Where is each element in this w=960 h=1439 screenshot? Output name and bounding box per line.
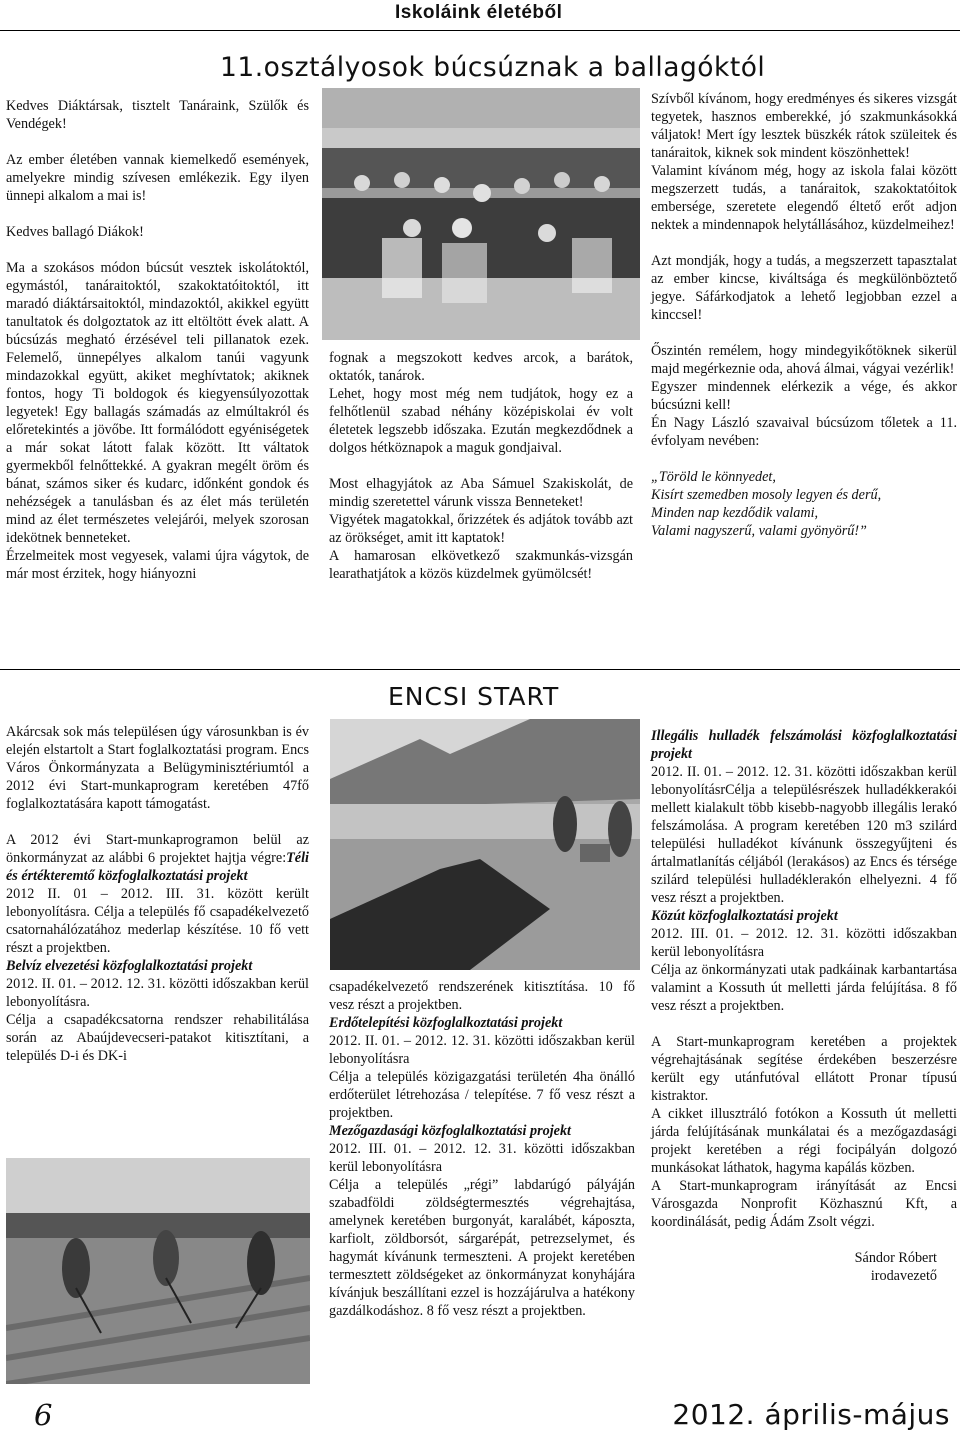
paragraph: Ma a szokásos módon búcsút vesztek iskolátoktól, egymástól, tanáraitoktól, szakoktatóitoktól, itt maradó diáktársaitoktól, mindazoktól, akikkel együtt tanultatok és dolgoztatok az itt eltöltött évek alatt. A búcsúzás megható érzésével teli pillanatok ezek. Felemelő, ünnepélyes alkalom tanúi vagyunk mindazokkal együtt, akiket meghívtatok; akiknek fontos, hogy Ti boldogok és kiegyensúlyozottak legyetek! Egy ballagás számadás az elmúltakról és előretekintés a jövőbe. Itt formálódott egyéniségetek a már sokat látott falak között. Itt váltatok gyermekből felnőttekké. A gyakran megélt öröm és bánat, számos siker és kudarc, időnként gondok és nehézségek a tanulásban és az élet más területén mind az élet természetes velejárói, melyek szorosan idekötnek benneteket. bbox=[6, 260, 309, 546]
project-title: Belvíz elvezetési közfoglalkoztatási projekt bbox=[6, 958, 253, 974]
page-title: 11.osztályosok búcsúznak a ballagóktól bbox=[220, 52, 766, 83]
signature-name: Sándor Róbert bbox=[854, 1250, 937, 1266]
project-title: Illegális hulladék felszámolási közfoglalkoztatási projekt bbox=[651, 728, 957, 762]
project-title: Mezőgazdasági közfoglalkoztatási projekt bbox=[329, 1123, 571, 1139]
paragraph: Szívből kívánom, hogy eredményes és sikeres vizsgát tegyetek, hasznos emberekké, jó szakmunkásokká váljatok! Mert így lesztek büszkék rátok szüleitek és tanáraitok, kiknek sok mindent köszönhettek! bbox=[651, 91, 957, 161]
paragraph: Célja az önkormányzati utak padkáinak karbantartása valamint a Kossuth út melletti járda felújítása. 8 fő vesz részt a projektben. bbox=[651, 962, 957, 1014]
article1-col2 bbox=[329, 349, 633, 583]
project-title: Erdőtelepítési közfoglalkoztatási projekt bbox=[329, 1015, 563, 1031]
paragraph: Most elhagyjátok az Aba Sámuel Szakiskolát, de mindig szeretettel várunk vissza Benneteket! bbox=[329, 476, 633, 510]
poem-line: „Töröld le könnyedet, bbox=[651, 469, 776, 485]
paragraph: A hamarosan elkövetkező szakmunkás-vizsgán learathatjátok a közös küzdelmek gyümölcsét! bbox=[329, 548, 633, 582]
paragraph: Én Nagy László szavaival búcsúzom tőletek a 11. évfolyam nevében: bbox=[651, 415, 957, 449]
paragraph: Célja a település „régi” labdarúgó pályáján szabadföldi zöldségtermesztés végrehajtása, amelynek keretében burgonyát, karalábét, káposzta, karfiolt, zöldborsót, sárgarépát, petrezselymet, és hagymát kívánunk termeszteni. A projekt keretében termesztett zöldségeket az önkormányzat konyhájára kívánjuk beszállítani ezzel is hozzájárulva a hatékony gazdálkodáshoz. 8 fő vesz részt a projektben. bbox=[329, 1177, 635, 1319]
paragraph: Vigyétek magatokkal, őrizzétek és adjátok tovább azt az örökséget, amit itt kaptatok! bbox=[329, 512, 633, 546]
paragraph: fognak a megszokott kedves arcok, a barátok, oktatók, tanárok. bbox=[329, 350, 633, 384]
paragraph: Az ember életében vannak kiemelkedő események, amelyekre mindig szívesen emlékezik. Egy ilyen ünnepi alkalom a mai is! bbox=[6, 152, 309, 204]
poem-line: Valami nagyszerű, valami gyönyörű!” bbox=[651, 523, 867, 539]
poem-line: Minden nap kezdődik valami, bbox=[651, 505, 819, 521]
paragraph: 2012. II. 01. – 2012. 12. 31. közötti időszakban kerül lebonyolításrCélja a településrészek hulladékkerakói mellett kialakult több kisebb-nagyobb illegális lerakó felszámolása. A program keretében 120 m3 szilárd települési hulladékot kívánunk összegyűjteni és ártalmatlanítás céljából (lerakásos) az Encs és térsége szilárd települési hulladéklerakón elhelyezni. 4 fő vesz részt a projektben. bbox=[651, 764, 957, 906]
greeting: Kedves ballagó Diákok! bbox=[6, 224, 144, 240]
paragraph: Azt mondják, hogy a tudás, a megszerzett tapasztalat az ember kincse, kiváltsága és megkülönböztető jegye. Sáfárkodjatok a lehető legjobban ezzel a kinccsel! bbox=[651, 253, 957, 323]
project-title: Közút közfoglalkoztatási projekt bbox=[651, 908, 838, 924]
issue-date: 2012. április-május bbox=[672, 1398, 950, 1431]
page-number: 6 bbox=[34, 1398, 53, 1432]
paragraph: Érzelmeitek most vegyesek, valami újra vágytok, de már most érzitek, hogy hiányozni bbox=[6, 548, 309, 582]
article2-title: ENCSI START bbox=[388, 682, 560, 711]
section-header: Iskoláink életéből bbox=[395, 2, 563, 23]
paragraph: Akárcsak sok más településen úgy városunkban is év elején elstartolt a Start foglalkoztatási program. Encs Város Önkormányzata a Belügyminisztériumtól a 2012 évi Start-munkaprogram keretében 47fő foglalkoztatására kapott támogatást. bbox=[6, 724, 309, 812]
paragraph: 2012. III. 01. – 2012. 12. 31. közötti időszakban kerül lebonyolításra bbox=[329, 1141, 635, 1175]
paragraph: A Start-munkaprogram irányítását az Encsi Városgazda Nonprofit Közhasznú Kft, a koordinálását, pedig Ádám Zsolt végzi. bbox=[651, 1178, 957, 1230]
section-divider bbox=[0, 669, 960, 670]
paragraph: A cikket illusztráló fotókon a Kossuth út melletti járda felújításának munkálatai és a mezőgazdasági projekt keretében a régi focipályán dolgozó munkásokat láthatok, hagyma kapálás közben. bbox=[651, 1106, 957, 1176]
paragraph bbox=[6, 831, 309, 885]
article1-col3 bbox=[651, 90, 957, 540]
text: A 2012 évi Start-munkaprogramon belül az önkormányzat az alábbi 6 projektet hajtja végre: bbox=[6, 832, 309, 866]
article1-col1 bbox=[6, 97, 309, 583]
sidewalk-workers-photo bbox=[330, 719, 640, 970]
paragraph: csapadékelvezető rendszerének kitisztítása. 10 fő vesz részt a projektben. bbox=[329, 979, 635, 1013]
article2-col2 bbox=[329, 978, 635, 1320]
paragraph: 2012 II. 01 – 2012. III. 31. között került lebonyolításra. Célja a település fő csapadékelvezető csatornahálózatához mederlap készítése. 10 fő vett részt a projektben. bbox=[6, 886, 309, 956]
article2-col1 bbox=[6, 723, 309, 1065]
paragraph: Valamint kívánom még, hogy az iskola falai között megszerzett tudás, a tanáraitok, szakoktatóitok embersége, szeretete elegendő éltető erőt adjon nektek a mindennapok helytállásához, küzdelmeihez! bbox=[651, 163, 957, 233]
project-title: Téli és értékteremtő közfoglalkoztatási projekt bbox=[6, 850, 309, 884]
ceremony-photo bbox=[322, 88, 640, 340]
paragraph: 2012. II. 01. – 2012. 12. 31. közötti időszakban kerül lebonyolításra. bbox=[6, 976, 309, 1010]
signature-role: irodavezető bbox=[870, 1268, 937, 1284]
paragraph: 2012. II. 01. – 2012. 12. 31. közötti időszakban kerül lebonyolításra bbox=[329, 1033, 635, 1067]
greeting: Kedves Diáktársak, tisztelt Tanáraink, Szülők és Vendégek! bbox=[6, 98, 309, 132]
paragraph: Célja a település közigazgatási területén 4ha önálló erdőterület létrehozása / telepítése. 7 fő vesz részt a projektben. bbox=[329, 1069, 635, 1121]
header-rule bbox=[0, 30, 960, 31]
field-workers-photo bbox=[6, 1158, 310, 1384]
paragraph: Egyszer mindennek elérkezik a vége, és akkor búcsúzni kell! bbox=[651, 379, 957, 413]
paragraph: Célja a csapadékcsatorna rendszer rehabilitálása során az Abaújdevecseri-patakot kitisztítani, a település D-i és DK-i bbox=[6, 1012, 309, 1064]
poem bbox=[651, 468, 957, 540]
paragraph: Lehet, hogy most még nem tudjátok, hogy ez a felhőtlenül szabad néhány középiskolai év volt életetek legszebb időszaka. Ezután megkezdődnek a dolgos hétköznapok a maguk gondjaival. bbox=[329, 386, 633, 456]
paragraph: A Start-munkaprogram keretében a projektek végrehajtásának segítése érdekében beszerzésre került egy utánfutóval ellátott Pronar típusú kistraktor. bbox=[651, 1034, 957, 1104]
paragraph: Őszintén remélem, hogy mindegyikőtöknek sikerül majd megérkeznie oda, ahová álmai, vágyai vezérlik! bbox=[651, 343, 957, 377]
poem-line: Kisírt szemedben mosoly legyen és derű, bbox=[651, 487, 882, 503]
article2-col3 bbox=[651, 727, 957, 1285]
paragraph: 2012. III. 01. – 2012. 12. 31. közötti időszakban kerül lebonyolításra bbox=[651, 926, 957, 960]
